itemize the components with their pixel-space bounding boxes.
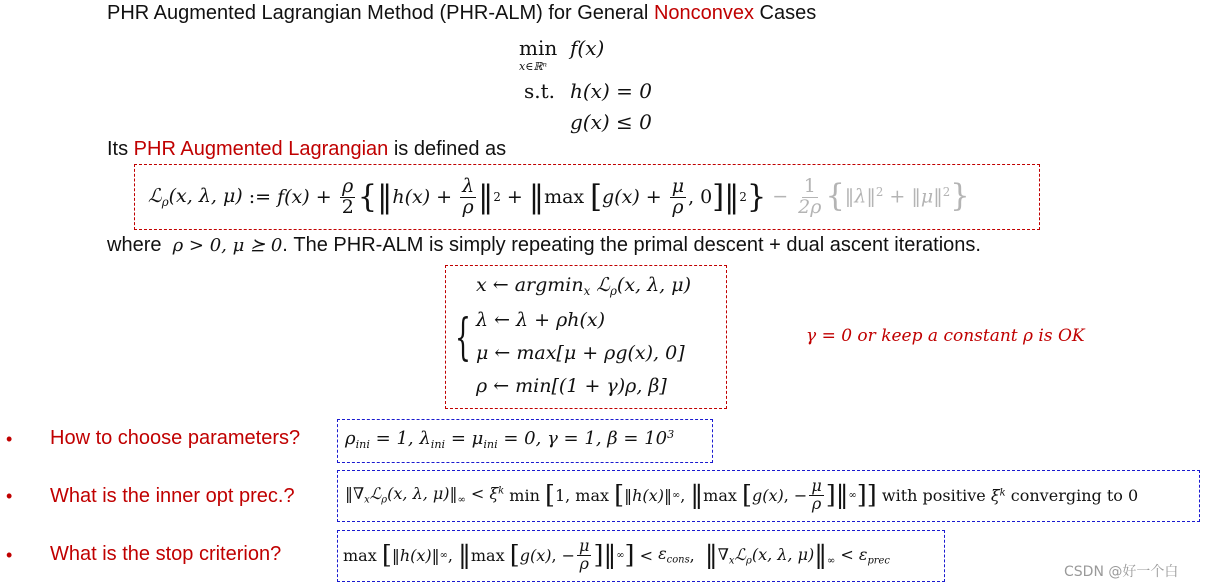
answer-parameters: $\rho_{ini} = 1$, $\lambda_{ini} = \mu_{ini} = 0$, γ = 1, $\beta = 10^3$ (345, 428, 675, 452)
gamma-note: γ = 0 or keep a constant ρ is OK (806, 326, 1085, 346)
answer-stop-criterion: max [ ‖ h(x) ‖ ∞ , ‖ max [ g(x) , − $\frac{\mu}{\rho}$ ] ‖ ∞ ] < $\varepsilon_{cons}$ , $‖\nabla_xℒ_\rho(x$, λ, $\mu)‖_\infty < \varepsilon_{prec}$ (343, 535, 890, 573)
iteration-x: x ← argmin$_x$ ℒ$_\rho$(x, λ, μ) (476, 274, 692, 299)
title-highlight: Nonconvex (653, 2, 754, 24)
definition-line: Its PHR Augmented Lagrangian is defined as (107, 138, 507, 160)
problem-min-subscript: x∈ℝⁿ (519, 60, 547, 73)
title-suffix: Cases (754, 2, 817, 24)
bullet-1: • (6, 429, 13, 449)
iteration-rho: ρ ← min[(1 + γ)ρ, β] (476, 375, 667, 397)
iteration-lambda: λ ← λ + ρh(x) (476, 309, 606, 331)
bullet-2: • (6, 486, 13, 506)
brace-left: { (455, 308, 471, 366)
problem-min: min (519, 36, 558, 60)
problem-objective: f(x) (570, 36, 605, 60)
where-condition: ρ > 0, μ ⪰ 0 (172, 235, 283, 256)
where-line: where ρ > 0, μ ⪰ 0. The PHR-ALM is simply repeating the primal descent + dual ascent iterations. (107, 234, 981, 256)
definition-highlight: PHR Augmented Lagrangian (133, 138, 389, 160)
title-text: PHR Augmented Lagrangian Method (PHR-ALM) for General (107, 2, 654, 24)
title (107, 2, 816, 25)
question-inner-precision: What is the inner opt prec.? (50, 485, 295, 507)
problem-equality: h(x) = 0 (570, 79, 652, 103)
problem-inequality: g(x) ≤ 0 (570, 110, 652, 134)
iteration-mu: μ ← max[μ + ρg(x), 0] (476, 342, 685, 364)
watermark: CSDN @好一个白 (1064, 564, 1179, 580)
question-parameters: How to choose parameters? (50, 427, 301, 449)
problem-st: s.t. (524, 79, 556, 103)
answer-inner-precision: $‖\nabla_xℒ_\rho(x$, λ, $\mu)‖_\infty < \xi^k$ min [ 1, max [ ‖ h(x) ‖ ∞ , ‖ max [ g(x) , − $\frac{\mu}{\rho}$ ] ‖ ∞ ]] with positive $\xi^k$ converging to 0 (345, 475, 1139, 513)
lagrangian-formula: ℒ$_\rho$(x, λ, μ) := f(x) + $\frac{\rho}{2}$ { ‖ h(x) + $\frac{\lambda}{\rho}$ ‖ 2 + ‖ max [ g(x) + $\frac{\mu}{\rho}$ , 0 ] ‖ 2 } − $\frac{1}{2\rho}$ {‖λ‖$^2$ + ‖μ‖$^2$} (148, 174, 970, 218)
bullet-3: • (6, 545, 13, 565)
question-stop-criterion: What is the stop criterion? (50, 543, 282, 565)
